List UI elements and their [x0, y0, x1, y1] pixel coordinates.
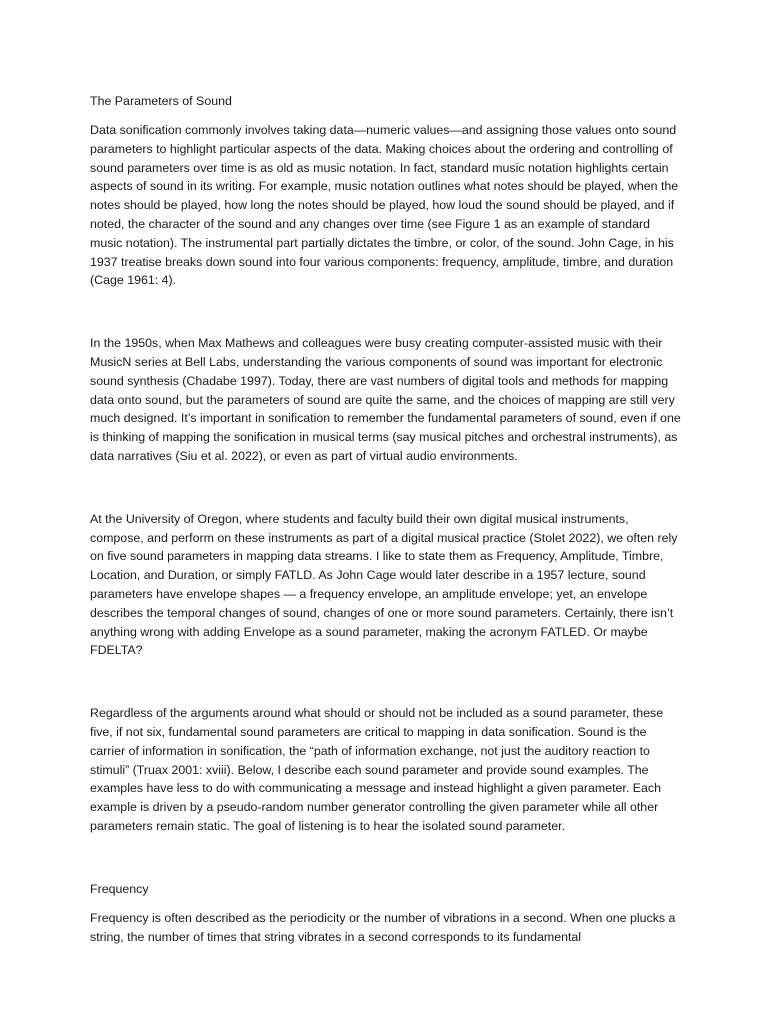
paragraph-history: In the 1950s, when Max Mathews and colleagues were busy creating computer-assisted music with their MusicN series at Bell Labs, understanding the various components of sound was important for electronic sound synthesis (Chadabe 1997). Today, there are vast numbers of digital tools and methods for mapping data onto sound, but the parameters of sound are quite the same, and the choices of mapping are still very much designed. It’s important in sonification to remember the fundamental parameters of sound, even if one is thinking of mapping the sonification in musical terms (say musical pitches and orchestral instruments), as data narratives (Siu et al. 2022), or even as part of virtual audio environments. [90, 336, 681, 463]
paragraph-frequency: Frequency is often described as the periodicity or the number of vibrations in a second. When one plucks a string, the number of times that string vibrates in a second corresponds to its fundamental [90, 910, 676, 944]
section-heading-frequency: Frequency [90, 881, 149, 896]
paragraph-oregon: At the University of Oregon, where students and faculty build their own digital musical instruments, compose, and perform on these instruments as part of a digital musical practice (Stolet 2022), we often rely on five sound parameters in mapping data streams. I like to state them as Frequency, Amplitude, Timbre, Location, and Duration, or simply FATLD. As John Cage would later describe in a 1957 lecture, sound parameters have envelope shapes — a frequency envelope, an amplitude envelope; yet, an envelope describes the temporal changes of sound, changes of one or more sound parameters. Certainly, there isn’t anything wrong with adding Envelope as a sound parameter, making the acronym FATLED. Or maybe FDELTA? [90, 511, 678, 658]
document-body [90, 92, 682, 946]
document-title: The Parameters of Sound [90, 94, 232, 108]
paragraph-intro: Data sonification commonly involves taking data—numeric values—and assigning those values onto sound parameters to highlight particular aspects of the data. Making choices about the ordering and controlling of sound parameters over time is as old as music notation. In fact, standard music notation highlights certain aspects of sound in its writing. For example, music notation outlines what notes should be played, when the notes should be played, how long the notes should be played, how loud the sound should be played, and if noted, the character of the sound and any changes over time (see Figure 1 as an example of standard music notation). The instrumental part partially dictates the timbre, or color, of the sound. John Cage, in his 1937 treatise breaks down sound into four various components: frequency, amplitude, timbre, and duration (Cage 1961: 4). [90, 123, 679, 288]
paragraph-regardless: Regardless of the arguments around what should or should not be included as a sound parameter, these five, if not six, fundamental sound parameters are critical to mapping in data sonification. Sound is the carrier of information in sonification, the “path of information exchange, not just the auditory reaction to stimuli” (Truax 2001: xviii). Below, I describe each sound parameter and provide sound examples. The examples have less to do with communicating a message and instead highlight a given parameter. Each example is driven by a pseudo-random number generator controlling the given parameter while all other parameters remain static. The goal of listening is to hear the isolated sound parameter. [90, 706, 664, 833]
